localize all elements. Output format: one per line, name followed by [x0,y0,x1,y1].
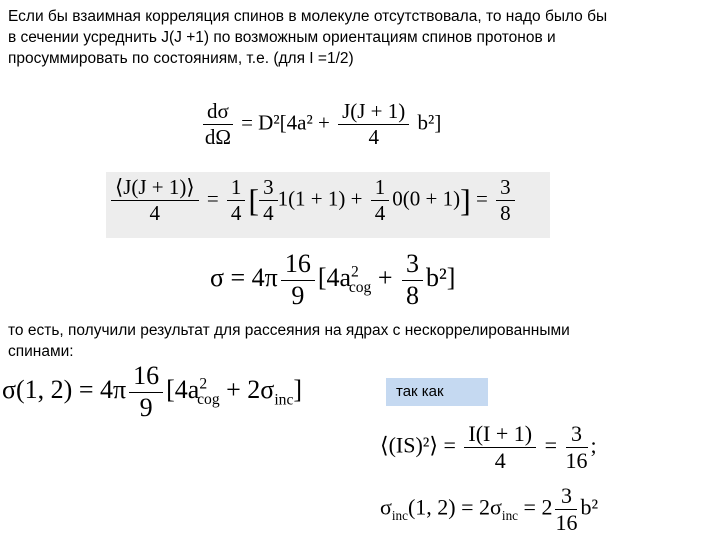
result-line-2: спинами: [8,343,74,360]
fraction-j-avg: $\frac{J(J + 1)}{4}$ [338,100,409,149]
equation-sigma-12: σ(1, 2) = 4π $\frac{16}{9}$ $[4a^2_{cog} + 2\sigma_{inc}]$ [2,361,303,422]
result-line-1: то есть, получили результат для рассеяния на ядрах с нескоррелированными [8,322,570,339]
equation-is-average: ⟨(IS)²⟩ = $\frac{I(I + 1)}{4}$ = $\frac{3}{16}$ ; [380,421,597,474]
intro-line-1: Если бы взаимная корреляция спинов в молекуле отсутствовала, то надо было бы [8,8,608,25]
intro-line-3: просуммировать по состояниям, т.е. (для I =1/2) [8,50,354,67]
equation-sigma-inc: $\sigma_{inc}(1$, $2) = 2\sigma_{inc} = 2$ $\frac{3}{16}$ b² [380,483,599,536]
equation-cross-section: $\frac{d\sigma}{d\Omega}$ = D²[4a² + $\frac{J(J + 1)}{4}$ b²] [204,99,442,150]
note-box-label: так как [396,383,444,400]
result-paragraph [8,320,570,362]
note-box [386,378,488,406]
fraction-dsigma-domega: $\frac{d\sigma}{d\Omega}$ [204,99,231,150]
intro-paragraph [8,6,607,69]
intro-line-2: в сечении усреднить J(J +1) по возможным ориентациям спинов протонов и [8,29,556,46]
equation-average-j: $\frac{⟨J(J + 1)⟩}{4}$ = $\frac{1}{4}$ [ $\frac{3}{4}$ 1(1 + 1) + $\frac{1}{4}$ 0(0 + 1)] = $\frac{3}{8}$ [108,176,518,225]
equation-sigma: σ = 4π $\frac{16}{9}$ [$4a^2_{cog}$ + $\frac{3}{8}$ b²] [210,249,456,310]
